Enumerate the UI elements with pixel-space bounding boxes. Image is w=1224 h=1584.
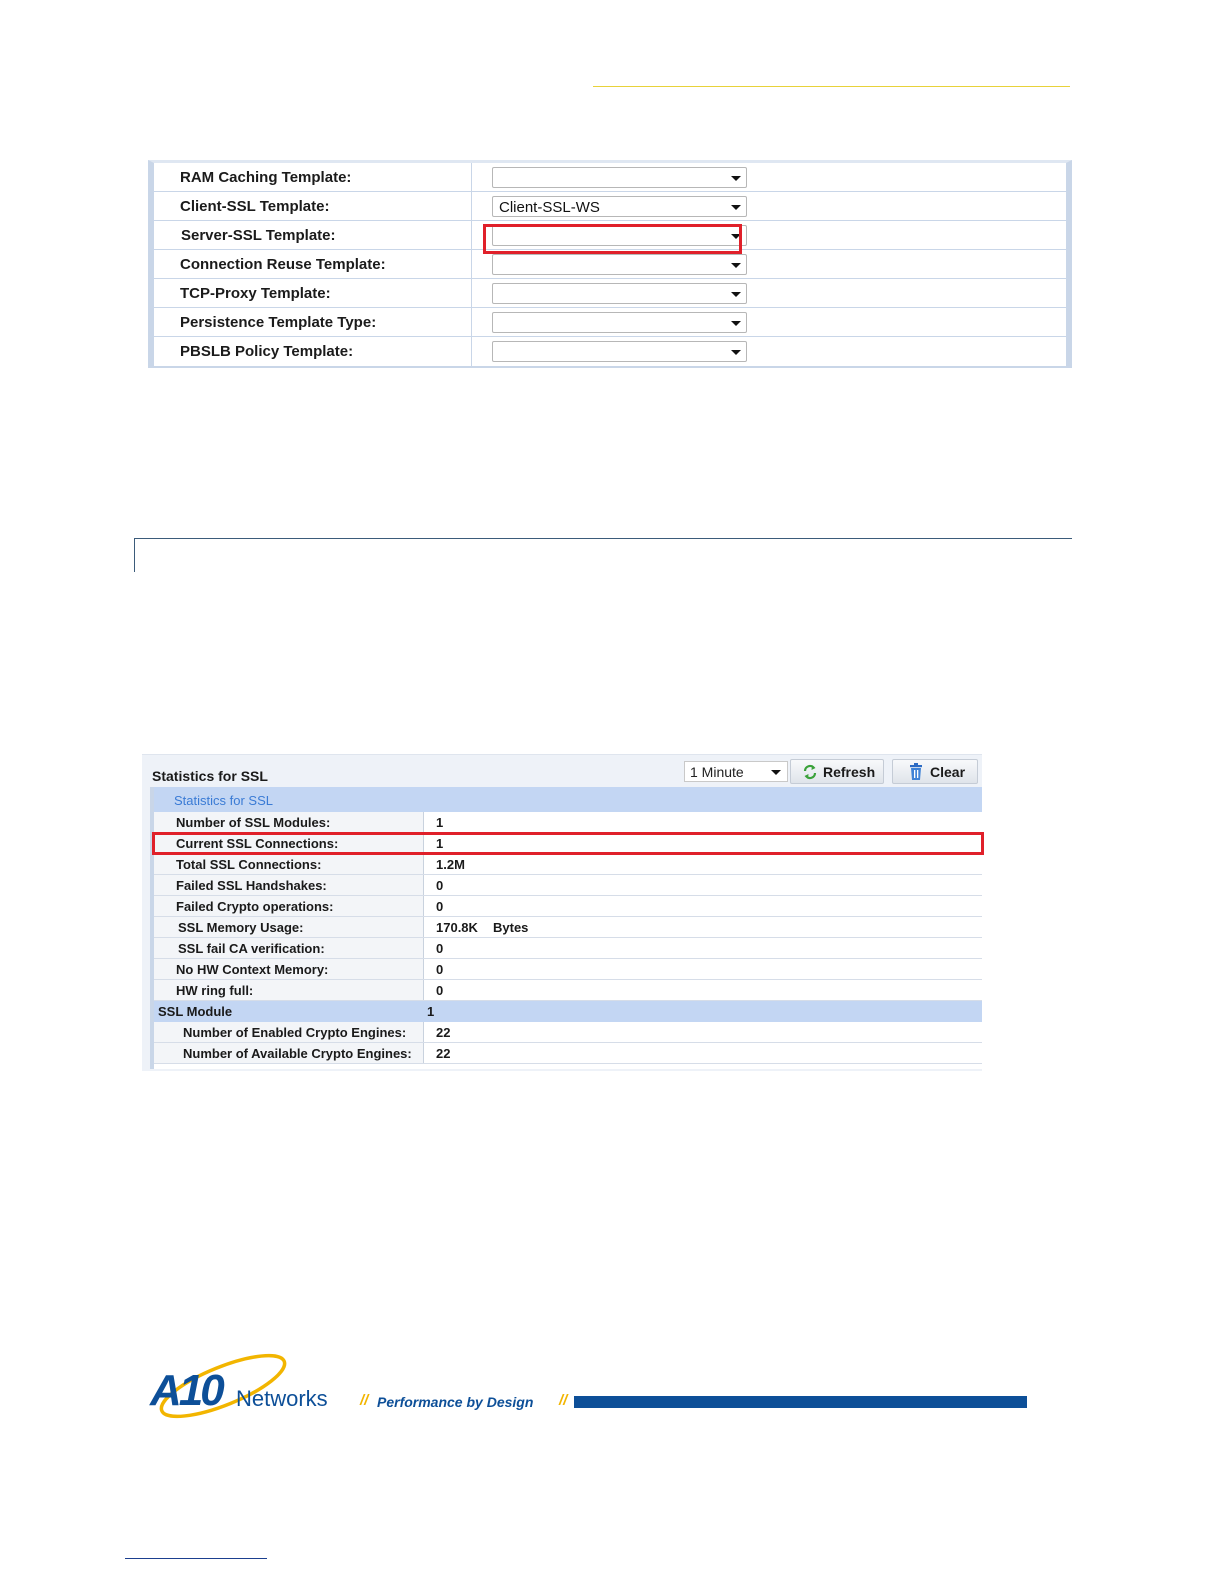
field-label: PBSLB Policy Template: bbox=[180, 343, 354, 360]
chevron-down-icon bbox=[731, 176, 741, 181]
form-row-connection-reuse bbox=[154, 250, 1066, 279]
table-row: SSL fail CA verification: 0 bbox=[154, 938, 982, 959]
chevron-down-icon bbox=[731, 263, 741, 268]
table-row: Failed Crypto operations: 0 bbox=[154, 896, 982, 917]
footer-rule bbox=[125, 1558, 267, 1559]
chevron-down-icon bbox=[731, 292, 741, 297]
panel-title: Statistics for SSL bbox=[152, 768, 268, 784]
ram-caching-template-select[interactable] bbox=[492, 167, 747, 188]
table-row: Number of SSL Modules: 1 bbox=[154, 812, 982, 833]
refresh-label: Refresh bbox=[823, 764, 876, 780]
table-row: Number of Enabled Crypto Engines: 22 bbox=[154, 1022, 982, 1043]
interval-value: 1 Minute bbox=[690, 764, 744, 780]
chevron-down-icon bbox=[731, 350, 741, 355]
section-title: Statistics for SSL bbox=[174, 793, 273, 808]
section-divider bbox=[134, 538, 1072, 539]
logo-wordmark: A10 bbox=[150, 1366, 222, 1415]
form-row-tcp-proxy bbox=[154, 279, 1066, 308]
table-row: Current SSL Connections: 1 bbox=[154, 833, 982, 854]
field-label: Client-SSL Template: bbox=[180, 198, 330, 215]
field-label: Persistence Template Type: bbox=[180, 314, 377, 331]
table-row: SSL Memory Usage: 170.8K Bytes bbox=[154, 917, 982, 938]
section-header-ssl-module bbox=[154, 1001, 982, 1022]
form-row-client-ssl bbox=[154, 192, 1066, 221]
form-row-ram-caching bbox=[154, 163, 1066, 192]
table-row: Total SSL Connections: 1.2M bbox=[154, 854, 982, 875]
field-label: RAM Caching Template: bbox=[180, 169, 352, 186]
chevron-down-icon bbox=[731, 205, 741, 210]
form-row-persistence bbox=[154, 308, 1066, 337]
refresh-button[interactable] bbox=[790, 759, 884, 784]
form-row-pbslb bbox=[154, 337, 1066, 366]
clear-button[interactable] bbox=[892, 759, 978, 784]
persistence-template-type-select[interactable] bbox=[492, 312, 747, 333]
field-label: Connection Reuse Template: bbox=[180, 256, 386, 273]
interval-select[interactable] bbox=[684, 761, 788, 782]
footer-band bbox=[574, 1396, 1027, 1408]
table-row: No HW Context Memory: 0 bbox=[154, 959, 982, 980]
trash-icon bbox=[908, 763, 924, 781]
chevron-down-icon bbox=[771, 770, 781, 775]
section-divider-tick bbox=[134, 538, 135, 572]
connection-reuse-template-select[interactable] bbox=[492, 254, 747, 275]
unit-label: Bytes bbox=[493, 920, 529, 935]
table-row: Failed SSL Handshakes: 0 bbox=[154, 875, 982, 896]
pbslb-policy-template-select[interactable] bbox=[492, 341, 747, 362]
tcp-proxy-template-select[interactable] bbox=[492, 283, 747, 304]
select-value: Client-SSL-WS bbox=[499, 199, 600, 216]
a10-logo bbox=[148, 1344, 1028, 1424]
clear-label: Clear bbox=[930, 764, 966, 780]
slash-mark: // bbox=[360, 1392, 369, 1409]
highlight-current-ssl-connections bbox=[152, 832, 984, 855]
logo-tagline: Performance by Design bbox=[377, 1394, 534, 1410]
field-label: Server-SSL Template: bbox=[181, 227, 336, 244]
chevron-down-icon bbox=[731, 321, 741, 326]
refresh-icon bbox=[802, 764, 818, 780]
table-row: Number of Available Crypto Engines: 22 bbox=[154, 1043, 982, 1064]
table-row: HW ring full: 0 bbox=[154, 980, 982, 1001]
slash-mark: // bbox=[559, 1392, 568, 1409]
section-value: 1 bbox=[427, 1004, 435, 1019]
logo-brand: Networks bbox=[236, 1386, 328, 1411]
ssl-statistics-table bbox=[150, 787, 982, 1069]
client-ssl-template-select[interactable] bbox=[492, 196, 747, 217]
header-rule bbox=[593, 86, 1070, 87]
ssl-statistics-panel bbox=[142, 754, 982, 1071]
field-label: TCP-Proxy Template: bbox=[180, 285, 331, 302]
section-header-statistics bbox=[154, 787, 982, 812]
highlight-server-ssl bbox=[483, 224, 742, 254]
section-title: SSL Module bbox=[158, 1004, 233, 1019]
template-form-panel bbox=[148, 160, 1072, 368]
